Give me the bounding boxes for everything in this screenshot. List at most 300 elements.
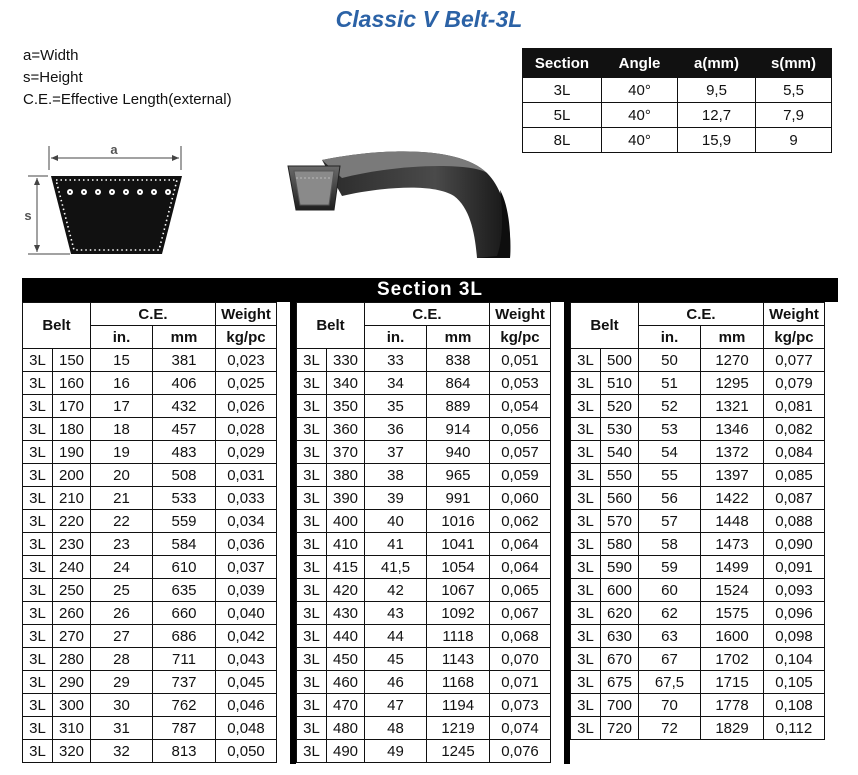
table-cell: 965	[427, 464, 490, 487]
table-row	[571, 625, 825, 648]
table-cell: 457	[153, 418, 216, 441]
table-cell: 170	[53, 395, 91, 418]
table-cell: 0,079	[764, 372, 825, 395]
table-cell: 37	[365, 441, 427, 464]
ce-header: C.E.	[91, 303, 216, 326]
table-row	[571, 602, 825, 625]
table-cell: 540	[601, 441, 639, 464]
table-cell: 0,042	[216, 625, 277, 648]
table-row	[297, 579, 551, 602]
table-cell: 34	[365, 372, 427, 395]
table-row	[23, 556, 277, 579]
table-cell: 3L	[23, 510, 53, 533]
table-cell: 864	[427, 372, 490, 395]
table-cell: 1118	[427, 625, 490, 648]
table-cell: 30	[91, 694, 153, 717]
table-cell: 55	[639, 464, 701, 487]
height-label: s	[24, 208, 32, 223]
table-cell: 559	[153, 510, 216, 533]
table-cell: 700	[601, 694, 639, 717]
table-row	[297, 349, 551, 372]
table-row	[23, 395, 277, 418]
table-cell: 3L	[297, 464, 327, 487]
ce-header: C.E.	[639, 303, 764, 326]
table-cell: 0,074	[490, 717, 551, 740]
table-cell: 3L	[23, 533, 53, 556]
table-cell: 3L	[23, 556, 53, 579]
table-cell: 0,031	[216, 464, 277, 487]
table-row	[297, 556, 551, 579]
table-cell: 3L	[23, 694, 53, 717]
table-cell: 0,076	[490, 740, 551, 763]
table-cell: 3L	[571, 510, 601, 533]
table-cell: 0,062	[490, 510, 551, 533]
table-cell: 67	[639, 648, 701, 671]
table-cell: 0,073	[490, 694, 551, 717]
table-row	[297, 372, 551, 395]
table-cell: 60	[639, 579, 701, 602]
table-cell: 72	[639, 717, 701, 740]
table-cell: 0,085	[764, 464, 825, 487]
table-row	[571, 441, 825, 464]
table-cell: 400	[327, 510, 365, 533]
belt-photo	[282, 138, 522, 263]
table-row	[297, 533, 551, 556]
table-cell: 38	[365, 464, 427, 487]
section-cell: 40°	[602, 78, 678, 103]
table-row	[297, 464, 551, 487]
table-cell: 0,077	[764, 349, 825, 372]
weight-header: Weight	[490, 303, 551, 326]
table-cell: 380	[327, 464, 365, 487]
mm-header: mm	[427, 326, 490, 349]
table-cell: 914	[427, 418, 490, 441]
table-cell: 410	[327, 533, 365, 556]
table-cell: 3L	[297, 602, 327, 625]
table-cell: 36	[365, 418, 427, 441]
table-row	[23, 487, 277, 510]
table-cell: 432	[153, 395, 216, 418]
ce-header: C.E.	[365, 303, 490, 326]
table-cell: 200	[53, 464, 91, 487]
table-row	[571, 694, 825, 717]
table-row	[23, 533, 277, 556]
table-cell: 360	[327, 418, 365, 441]
belt-header: Belt	[23, 303, 91, 349]
table-cell: 50	[639, 349, 701, 372]
table-cell: 1016	[427, 510, 490, 533]
table-cell: 0,029	[216, 441, 277, 464]
table-cell: 3L	[23, 464, 53, 487]
table-cell: 0,096	[764, 602, 825, 625]
table-cell: 1600	[701, 625, 764, 648]
table-cell: 1778	[701, 694, 764, 717]
table-cell: 0,051	[490, 349, 551, 372]
table-cell: 250	[53, 579, 91, 602]
table-cell: 57	[639, 510, 701, 533]
table-cell: 63	[639, 625, 701, 648]
table-cell: 3L	[297, 671, 327, 694]
table-cell: 0,050	[216, 740, 277, 763]
table-cell: 0,028	[216, 418, 277, 441]
table-row	[23, 349, 277, 372]
table-cell: 0,033	[216, 487, 277, 510]
table-cell: 1575	[701, 602, 764, 625]
table-cell: 3L	[23, 418, 53, 441]
table-cell: 43	[365, 602, 427, 625]
table-cell: 390	[327, 487, 365, 510]
table-cell: 1270	[701, 349, 764, 372]
table-cell: 533	[153, 487, 216, 510]
table-cell: 490	[327, 740, 365, 763]
section-table	[522, 48, 832, 153]
section-cell: 12,7	[678, 103, 756, 128]
table-cell: 0,040	[216, 602, 277, 625]
table-cell: 29	[91, 671, 153, 694]
table-row	[23, 510, 277, 533]
table-cell: 3L	[571, 694, 601, 717]
table-cell: 1715	[701, 671, 764, 694]
table-cell: 270	[53, 625, 91, 648]
in-header: in.	[639, 326, 701, 349]
table-cell: 45	[365, 648, 427, 671]
table-row	[23, 648, 277, 671]
table-row	[23, 740, 277, 763]
section-cell: 9,5	[678, 78, 756, 103]
table-cell: 3L	[297, 487, 327, 510]
table-row	[571, 487, 825, 510]
table-row	[23, 372, 277, 395]
table-cell: 3L	[297, 533, 327, 556]
table-cell: 0,064	[490, 556, 551, 579]
legend-height: s=Height	[23, 69, 83, 86]
mm-header: mm	[153, 326, 216, 349]
table-cell: 310	[53, 717, 91, 740]
table-cell: 1372	[701, 441, 764, 464]
table-cell: 0,070	[490, 648, 551, 671]
table-cell: 3L	[297, 441, 327, 464]
in-header: in.	[365, 326, 427, 349]
table-cell: 3L	[297, 510, 327, 533]
table-cell: 59	[639, 556, 701, 579]
table-cell: 3L	[297, 556, 327, 579]
table-row	[23, 717, 277, 740]
table-cell: 430	[327, 602, 365, 625]
table-cell: 28	[91, 648, 153, 671]
table-cell: 3L	[571, 533, 601, 556]
table-cell: 47	[365, 694, 427, 717]
table-row	[23, 464, 277, 487]
table-cell: 940	[427, 441, 490, 464]
table-cell: 762	[153, 694, 216, 717]
table-cell: 240	[53, 556, 91, 579]
table-cell: 180	[53, 418, 91, 441]
table-cell: 0,048	[216, 717, 277, 740]
table-cell: 300	[53, 694, 91, 717]
table-cell: 787	[153, 717, 216, 740]
table-cell: 41,5	[365, 556, 427, 579]
belt-table-block-3	[570, 302, 825, 740]
table-cell: 1092	[427, 602, 490, 625]
table-cell: 0,088	[764, 510, 825, 533]
table-cell: 260	[53, 602, 91, 625]
belt-cross-section-diagram	[18, 140, 198, 265]
table-cell: 1397	[701, 464, 764, 487]
table-cell: 584	[153, 533, 216, 556]
table-cell: 42	[365, 579, 427, 602]
kgpc-header: kg/pc	[764, 326, 825, 349]
belt-header: Belt	[297, 303, 365, 349]
table-cell: 3L	[571, 579, 601, 602]
table-cell: 3L	[23, 372, 53, 395]
table-cell: 19	[91, 441, 153, 464]
table-cell: 3L	[297, 648, 327, 671]
table-cell: 0,112	[764, 717, 825, 740]
table-cell: 420	[327, 579, 365, 602]
table-cell: 1295	[701, 372, 764, 395]
table-cell: 0,105	[764, 671, 825, 694]
table-cell: 0,082	[764, 418, 825, 441]
table-cell: 630	[601, 625, 639, 648]
table-cell: 3L	[23, 487, 53, 510]
belt-header: Belt	[571, 303, 639, 349]
table-row	[571, 464, 825, 487]
table-cell: 0,059	[490, 464, 551, 487]
angle-header: Angle	[602, 49, 678, 78]
table-cell: 25	[91, 579, 153, 602]
section-cell: 5L	[523, 103, 602, 128]
table-cell: 483	[153, 441, 216, 464]
table-cell: 0,093	[764, 579, 825, 602]
table-cell: 3L	[23, 349, 53, 372]
section-cell: 15,9	[678, 128, 756, 153]
legend-width: a=Width	[23, 47, 79, 64]
table-cell: 3L	[571, 464, 601, 487]
table-cell: 1422	[701, 487, 764, 510]
table-cell: 0,057	[490, 441, 551, 464]
table-row	[23, 602, 277, 625]
section-cell: 40°	[602, 103, 678, 128]
table-cell: 17	[91, 395, 153, 418]
table-row	[297, 602, 551, 625]
table-cell: 3L	[571, 717, 601, 740]
table-cell: 3L	[23, 579, 53, 602]
table-cell: 415	[327, 556, 365, 579]
table-cell: 53	[639, 418, 701, 441]
section-cell: 3L	[523, 78, 602, 103]
table-cell: 3L	[23, 648, 53, 671]
table-cell: 1219	[427, 717, 490, 740]
table-cell: 41	[365, 533, 427, 556]
table-row	[571, 510, 825, 533]
table-cell: 3L	[571, 441, 601, 464]
table-cell: 56	[639, 487, 701, 510]
table-cell: 26	[91, 602, 153, 625]
section-row	[523, 78, 832, 103]
table-cell: 660	[153, 602, 216, 625]
section-cell: 5,5	[756, 78, 832, 103]
table-cell: 1829	[701, 717, 764, 740]
width-label: a	[110, 142, 118, 157]
section-row	[523, 103, 832, 128]
table-cell: 450	[327, 648, 365, 671]
table-row	[297, 510, 551, 533]
section-cell: 8L	[523, 128, 602, 153]
table-cell: 0,043	[216, 648, 277, 671]
table-cell: 20	[91, 464, 153, 487]
table-cell: 40	[365, 510, 427, 533]
table-cell: 1346	[701, 418, 764, 441]
table-cell: 0,071	[490, 671, 551, 694]
table-cell: 0,090	[764, 533, 825, 556]
table-cell: 0,046	[216, 694, 277, 717]
table-cell: 460	[327, 671, 365, 694]
table-cell: 0,045	[216, 671, 277, 694]
belt-table-block-1	[22, 302, 277, 763]
table-cell: 711	[153, 648, 216, 671]
table-cell: 3L	[571, 625, 601, 648]
table-cell: 3L	[571, 418, 601, 441]
table-cell: 1067	[427, 579, 490, 602]
table-cell: 62	[639, 602, 701, 625]
table-cell: 350	[327, 395, 365, 418]
table-cell: 0,065	[490, 579, 551, 602]
table-cell: 381	[153, 349, 216, 372]
table-cell: 686	[153, 625, 216, 648]
table-row	[297, 717, 551, 740]
table-cell: 610	[153, 556, 216, 579]
table-row	[23, 418, 277, 441]
table-cell: 3L	[297, 418, 327, 441]
kgpc-header: kg/pc	[490, 326, 551, 349]
table-cell: 67,5	[639, 671, 701, 694]
table-cell: 3L	[23, 671, 53, 694]
table-cell: 340	[327, 372, 365, 395]
table-cell: 3L	[571, 671, 601, 694]
table-cell: 3L	[297, 372, 327, 395]
table-cell: 3L	[23, 602, 53, 625]
table-cell: 70	[639, 694, 701, 717]
table-cell: 570	[601, 510, 639, 533]
table-row	[571, 372, 825, 395]
table-cell: 3L	[571, 556, 601, 579]
table-cell: 620	[601, 602, 639, 625]
table-cell: 16	[91, 372, 153, 395]
table-cell: 39	[365, 487, 427, 510]
table-row	[571, 533, 825, 556]
table-cell: 49	[365, 740, 427, 763]
table-row	[571, 349, 825, 372]
table-cell: 54	[639, 441, 701, 464]
page-title: Classic V Belt-3L	[335, 6, 523, 32]
table-cell: 33	[365, 349, 427, 372]
table-cell: 3L	[297, 740, 327, 763]
kgpc-header: kg/pc	[216, 326, 277, 349]
table-cell: 150	[53, 349, 91, 372]
table-row	[297, 441, 551, 464]
table-cell: 23	[91, 533, 153, 556]
table-cell: 0,026	[216, 395, 277, 418]
table-cell: 580	[601, 533, 639, 556]
table-cell: 51	[639, 372, 701, 395]
table-cell: 1168	[427, 671, 490, 694]
table-row	[571, 418, 825, 441]
s-mm-header: s(mm)	[756, 49, 832, 78]
table-cell: 160	[53, 372, 91, 395]
table-cell: 1245	[427, 740, 490, 763]
section-cell: 40°	[602, 128, 678, 153]
table-cell: 670	[601, 648, 639, 671]
table-cell: 635	[153, 579, 216, 602]
table-cell: 3L	[297, 694, 327, 717]
section-header: Section	[523, 49, 602, 78]
table-cell: 31	[91, 717, 153, 740]
table-cell: 3L	[23, 740, 53, 763]
table-cell: 470	[327, 694, 365, 717]
table-cell: 27	[91, 625, 153, 648]
table-cell: 3L	[23, 441, 53, 464]
table-row	[297, 487, 551, 510]
table-cell: 1702	[701, 648, 764, 671]
table-cell: 0,067	[490, 602, 551, 625]
table-row	[23, 579, 277, 602]
table-row	[571, 579, 825, 602]
table-cell: 18	[91, 418, 153, 441]
table-row	[23, 671, 277, 694]
table-cell: 58	[639, 533, 701, 556]
table-cell: 0,034	[216, 510, 277, 533]
table-row	[23, 441, 277, 464]
table-cell: 0,037	[216, 556, 277, 579]
table-cell: 0,081	[764, 395, 825, 418]
table-cell: 44	[365, 625, 427, 648]
table-cell: 590	[601, 556, 639, 579]
table-row	[297, 671, 551, 694]
section-3l-title: Section 3L	[22, 278, 838, 302]
table-cell: 838	[427, 349, 490, 372]
table-cell: 210	[53, 487, 91, 510]
table-cell: 3L	[297, 395, 327, 418]
table-row	[297, 625, 551, 648]
table-cell: 1194	[427, 694, 490, 717]
table-cell: 520	[601, 395, 639, 418]
mm-header: mm	[701, 326, 764, 349]
belt-table-block-2	[296, 302, 551, 763]
table-cell: 1499	[701, 556, 764, 579]
table-cell: 0,054	[490, 395, 551, 418]
table-row	[297, 740, 551, 763]
table-cell: 737	[153, 671, 216, 694]
table-cell: 3L	[297, 625, 327, 648]
legend	[23, 45, 232, 111]
table-cell: 991	[427, 487, 490, 510]
table-row	[23, 625, 277, 648]
table-cell: 440	[327, 625, 365, 648]
table-cell: 0,060	[490, 487, 551, 510]
table-row	[571, 648, 825, 671]
section-cell: 9	[756, 128, 832, 153]
section-cell: 7,9	[756, 103, 832, 128]
table-row	[571, 717, 825, 740]
table-cell: 0,056	[490, 418, 551, 441]
table-cell: 1524	[701, 579, 764, 602]
table-cell: 560	[601, 487, 639, 510]
section-row	[523, 128, 832, 153]
in-header: in.	[91, 326, 153, 349]
table-cell: 530	[601, 418, 639, 441]
table-cell: 48	[365, 717, 427, 740]
table-cell: 52	[639, 395, 701, 418]
